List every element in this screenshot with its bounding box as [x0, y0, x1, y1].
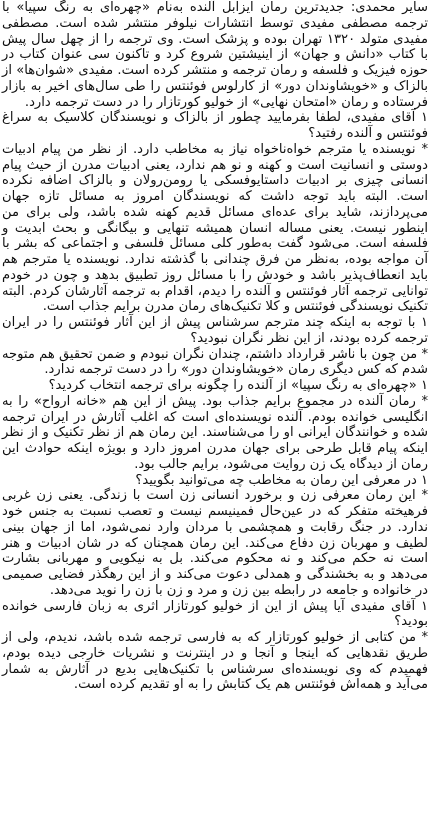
- question-1: ۱ آقای مفیدی، لطفا بفرمایید چطور از بالزاک و نویسندگان کلاسیک به سراغ فوئنتس و آلنده رفتید؟: [2, 110, 428, 141]
- intro-paragraph: سایر محمدی: جدیدترین رمان ایزابل آلنده به‌نام «چهره‌ای به رنگ سپیا» با ترجمه مصطفی مفیدی توسط انتشارات نیلوفر منتشر شده است. مصطفی مفیدی متولد ۱۳۲۰ تهران بوده و پزشک است. وی ترجمه را از چهل سال پیش با کتاب «دانش و جهان» از اینیشتین شروع کرد و تاکنون سی عنوان کتاب در حوزه فیزیک و فلسفه و رمان ترجمه و منتشر کرده است. مفیدی «شوان‌ها» از بالزاک و «خویشاوندان دور» از کارلوس فوئنتس را طی سال‌های اخیر به بازار فرستاده و رمان «امتحان نهایی» از خولیو کورتازار را در دست ترجمه دارد.: [2, 0, 428, 110]
- answer-1: * نویسنده یا مترجم خواه‌ناخواه نیاز به مخاطب دارد. از نظر من پیام ادبیات دوستی و انسانیت است و کهنه و نو هم ندارد، یعنی ادبیات مدرن از حیث پیام انسانی چیزی بر ادبیات داستایوفسکی یا رومن‌رولان و بالزاک اضافه نکرده است. البته باید توجه داشت که نویسندگان امروز به مسائل تازه جهان می‌پردازند، شاید برای عده‌ای مسائل قدیم کهنه شده باشد، ولی برای من اینطور نیست. یعنی مساله انسان همیشه تنهایی و بیگانگی و بحث ابدیت و فلسفه است. می‌شود گفت به‌طور کلی مسائل فلسفی و اجتماعی که بشر با آن مواجه بوده، به‌نظر من فرق چندانی با گذشته ندارد. نویسنده یا مترجم هم باید انعطاف‌پذیر باشد و خودش را با مسائل روز تطبیق بدهد و چون در خودم توانایی ترجمه آثار فوئنتس و آلنده را دیدم، اقدام به ترجمه آثارشان کردم. البته تکنیک نویسندگی فوئنتس و کلا تکنیک‌های رمان مدرن برایم جذاب است.: [2, 141, 428, 315]
- question-5: ۱ آقای مفیدی آیا پیش از این از خولیو کورتازار اثری به زبان فارسی خوانده بودید؟: [2, 598, 428, 630]
- answer-3: * رمان آلنده در مجموع برایم جذاب بود. پیش از این هم «خانه ارواح» را به انگلیسی خوانده بودم. آلنده نویسنده‌ای است که اغلب آثارش در ایران ترجمه شده و خوانندگان ایرانی او را می‌شناسند. این رمان هم از نظر تکنیک و از نظر اینکه پیام قابل طرحی برای جهان مدرن امروز دارد و بویژه اینکه حوادث این رمان از دیدگاه یک زن روایت می‌شود، برایم جالب بود.: [2, 393, 428, 472]
- answer-4: * این رمان معرفی زن و برخورد انسانی زن است با زندگی. یعنی زن غربی فرهیخته متفکر که در عین‌حال فمینیسم نیست و تعصب نسبت به جنس خود ندارد. در جنگ رقابت و همچشمی با مردان وارد نمی‌شود، اما از جهان بینی لطیف و مهربان زن دفاع می‌کند. این رمان همچنان که در شان ادبیات و هنر است نه حکم می‌کند و نه محکوم می‌کند. بل به نیکویی و مهربانی بشارت می‌دهد و به بخشندگی و همدلی دعوت می‌کند و از این رهگذر فضایی صمیمی در خانواده و جامعه در رابطه بین زن و مرد و زن با زن را نوید می‌دهد.: [2, 488, 428, 598]
- answer-2: * من چون با ناشر قرارداد داشتم، چندان نگران نبودم و ضمن تحقیق هم متوجه شدم که کس دیگری رمان «خویشاوندان دور» را در دست ترجمه ندارد.: [2, 346, 428, 378]
- question-3: ۱ «چهره‌ای به رنگ سپیا» از آلنده را چگونه برای ترجمه انتخاب کردید؟: [48, 378, 428, 393]
- question-4: ۱ در معرفی این رمان به مخاطب چه می‌توانید بگویید؟: [135, 472, 428, 488]
- question-2: ۱ با توجه به اینکه چند مترجم سرشناس پیش از این آثار فوئنتس را در ایران ترجمه کرده بودند، از این نظر نگران نبودید؟: [2, 315, 428, 346]
- answer-5: * من کتابی از خولیو کورتازار که به فارسی ترجمه شده باشد، ندیدم، ولی از طریق نقدهایی که اینجا و آنجا و در اینترنت و نشریات خارجی دیده بودم، فهمیدم که وی نویسنده‌ای سرشناس با تکنیک‌هایی بدیع در آثارش به شمار می‌آید و همه‌اش فوئنتس هم یک کتابش را به او تقدیم کرده است.: [2, 630, 428, 693]
